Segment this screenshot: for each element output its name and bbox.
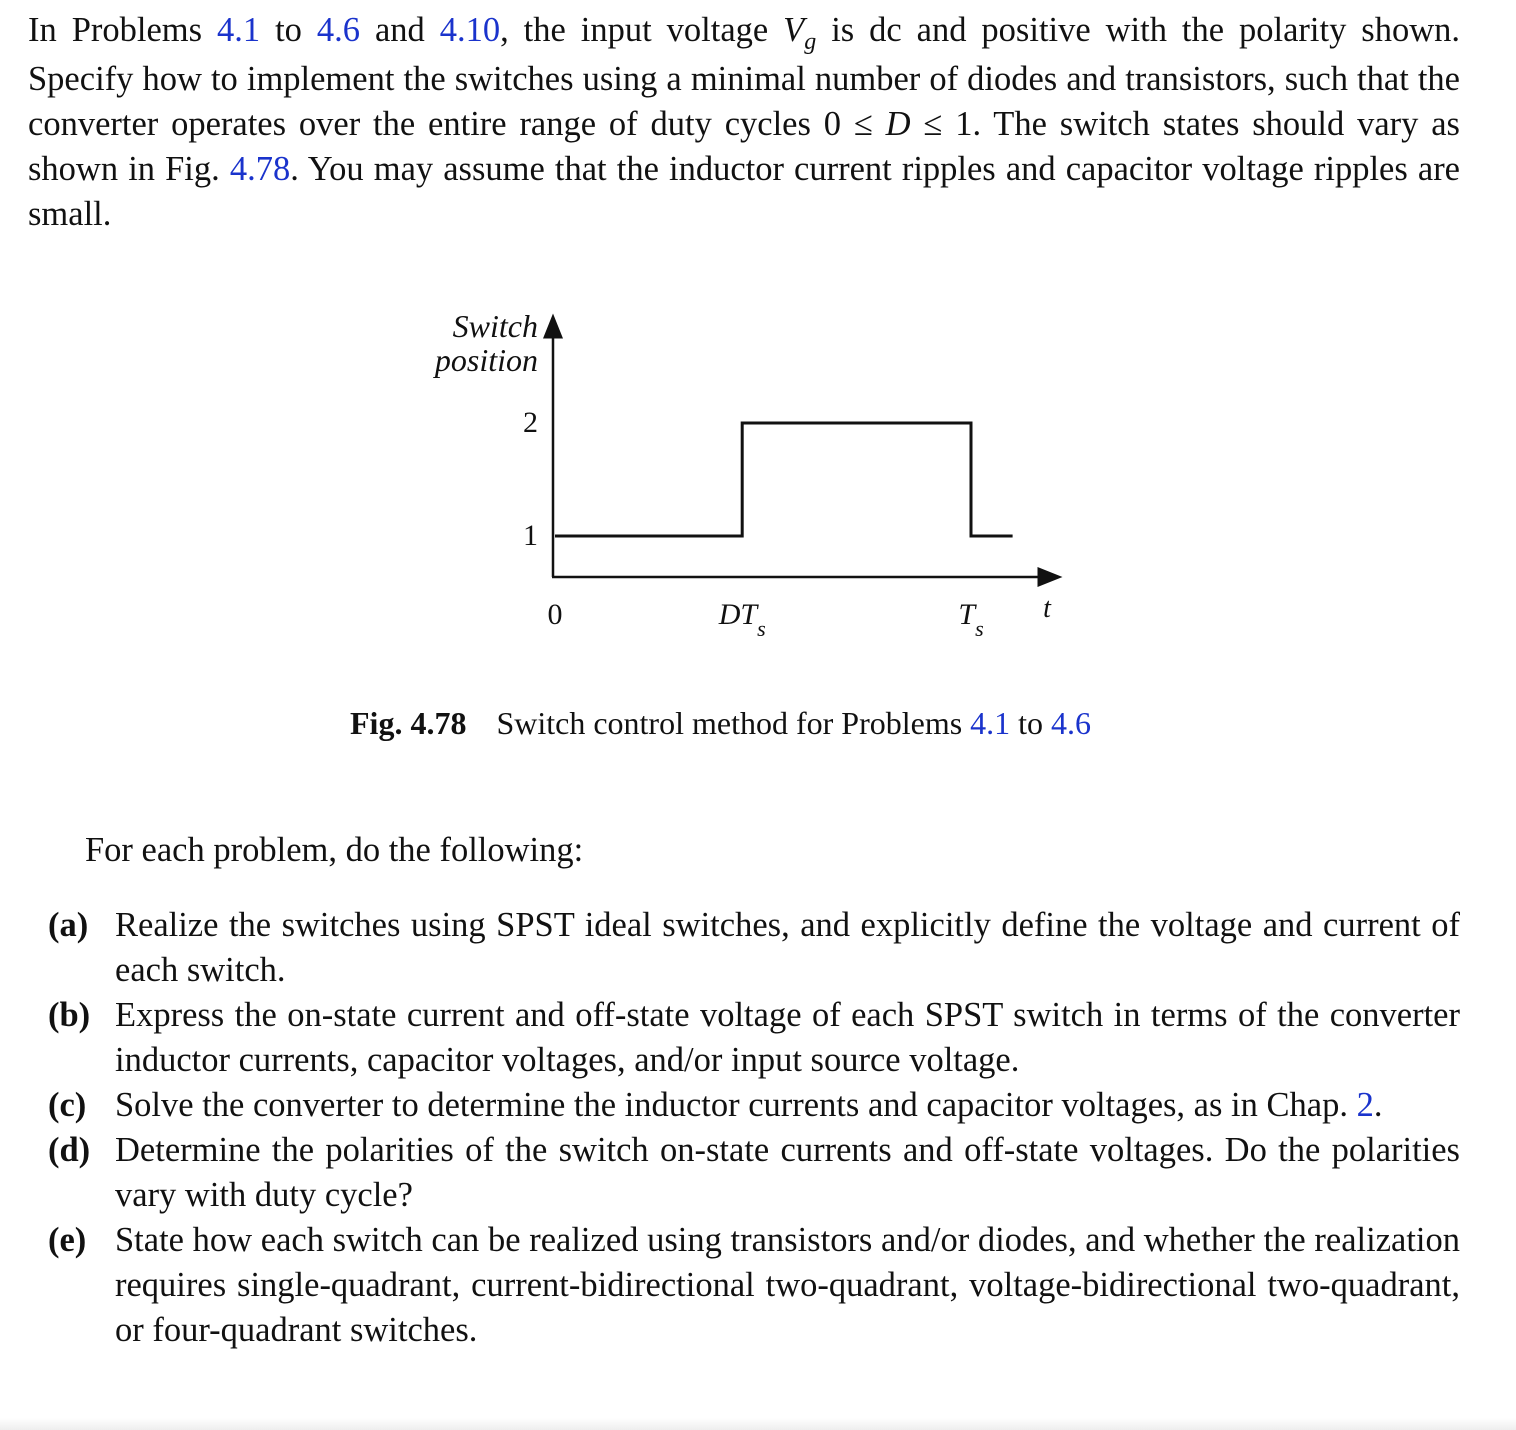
lead-sentence: For each problem, do the following: xyxy=(85,831,584,869)
item-label: (c) xyxy=(48,1086,87,1124)
intro-text: ≤ 1. The switch states should vary as shown in Fig. xyxy=(28,105,1460,188)
item-label: (e) xyxy=(48,1221,87,1259)
x-tick-label-dts: $DT_s$ xyxy=(718,598,766,641)
y-tick-label-1: 1 xyxy=(523,519,538,552)
chapter-ref-2[interactable]: 2 xyxy=(1356,1086,1374,1124)
y-axis-label-line2: position xyxy=(434,342,538,378)
x-tick-label-0: 0 xyxy=(547,598,563,631)
caption-text: Switch control method for Problems xyxy=(496,705,971,741)
page-bottom-edge xyxy=(0,1418,1516,1430)
list-item xyxy=(48,1083,1460,1128)
intro-text: and xyxy=(359,11,440,49)
item-text: Solve the converter to determine the inductor currents and capacitor voltages, as in Chap. 2. xyxy=(115,1086,1383,1124)
x-tick-label-ts: $T_s$ xyxy=(958,598,984,641)
list-item xyxy=(48,993,1460,1083)
problem-ref-4-6[interactable]: 4.6 xyxy=(316,11,360,49)
figure-label: Fig. 4.78 xyxy=(350,705,467,741)
intro-text: In Problems xyxy=(28,11,217,49)
y-axis-label-line1: Switch xyxy=(452,308,538,344)
intro-text: is dc and positive with the polarity shown. Specify how to implement the switches using a minimal number of diodes and transistors, such that the converter operates over the entire range of duty cycles 0 ≤ xyxy=(28,11,1460,143)
problem-ref-4-10[interactable]: 4.10 xyxy=(439,11,501,49)
list-item xyxy=(48,1218,1460,1353)
item-label: (b) xyxy=(48,996,91,1034)
caption-ref-4-6[interactable]: 4.6 xyxy=(1051,705,1092,741)
list-item xyxy=(48,903,1460,993)
problem-ref-4-1[interactable]: 4.1 xyxy=(216,11,261,49)
item-text: State how each switch can be realized using transistors and/or diodes, and whether the realization requires single-quadrant, current-bidirectional two-quadrant, voltage-bidirectional two-quadrant, or four-quadrant switches. xyxy=(115,1221,1460,1349)
caption-text: to xyxy=(1010,705,1052,741)
task-list xyxy=(48,903,1460,1353)
x-axis-label: t xyxy=(1043,593,1051,624)
vg-symbol: $V_g$ xyxy=(783,11,817,55)
intro-paragraph xyxy=(28,8,1460,237)
item-label: (a) xyxy=(48,906,89,944)
item-text: Determine the polarities of the switch on-state currents and off-state voltages. Do the polarities vary with duty cycle? xyxy=(115,1131,1460,1214)
intro-text: to xyxy=(260,11,317,49)
y-tick-label-2: 2 xyxy=(523,406,538,439)
switch-position-chart xyxy=(0,290,1516,690)
caption-ref-4-1[interactable]: 4.1 xyxy=(970,705,1011,741)
switch-position-trace xyxy=(555,423,1013,536)
intro-text: . You may assume that the inductor current ripples and capacitor voltage ripples are small. xyxy=(28,150,1460,233)
item-text: Express the on-state current and off-state voltage of each SPST switch in terms of the converter inductor currents, capacitor voltages, and/or input source voltage. xyxy=(115,996,1460,1079)
duty-cycle-symbol: D xyxy=(885,105,911,143)
intro-text: , the input voltage xyxy=(500,11,784,49)
item-label: (d) xyxy=(48,1131,91,1169)
list-item xyxy=(48,1128,1460,1218)
figure-ref-4-78[interactable]: 4.78 xyxy=(229,150,291,188)
item-text: Realize the switches using SPST ideal switches, and explicitly define the voltage and current of each switch. xyxy=(115,906,1460,989)
figure-caption xyxy=(350,705,1091,742)
